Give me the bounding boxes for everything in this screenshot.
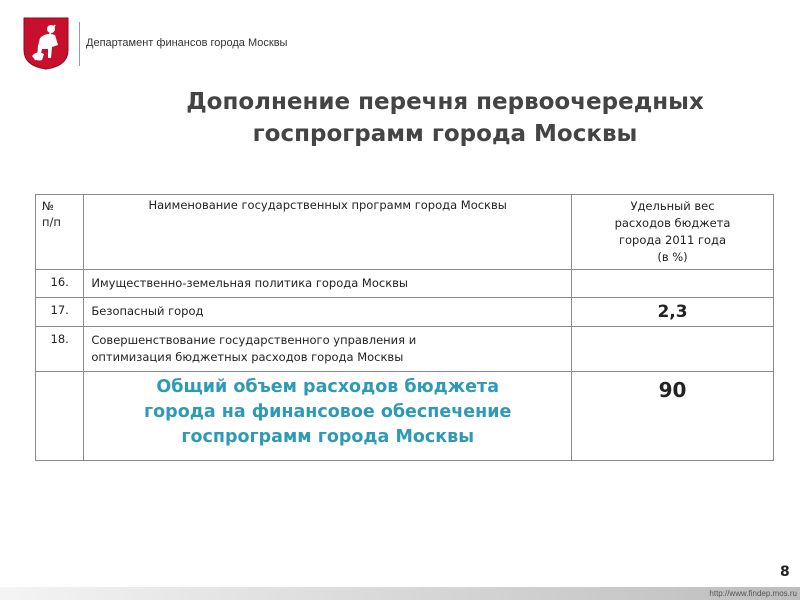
total-label-line: госпрограмм города Москвы <box>181 427 475 447</box>
row-number: 16. <box>36 270 84 298</box>
row-share-value <box>572 270 774 298</box>
total-value: 90 <box>572 372 774 461</box>
programs-table <box>35 194 774 461</box>
footer-url-link[interactable]: http://www.findep.mos.ru <box>709 589 797 598</box>
program-name-line: Безопасный город <box>91 304 204 318</box>
row-program-name <box>84 327 572 372</box>
header-share-line: расходов бюджета <box>614 216 731 230</box>
header-divider <box>79 22 80 66</box>
table-row <box>36 270 774 298</box>
department-name: Департамент финансов города Москвы <box>86 37 288 49</box>
table-header-row <box>36 195 774 270</box>
program-name-line: Совершенствование государственного управления и <box>91 333 417 347</box>
total-number-cell <box>36 372 84 461</box>
header-number-label: п/п <box>42 215 61 229</box>
total-label-line: Общий объем расходов бюджета <box>156 377 500 397</box>
row-program-name <box>84 298 572 327</box>
table-total-row <box>36 372 774 461</box>
total-label-line: города на финансовое обеспечение <box>144 402 512 422</box>
page-title <box>100 86 790 150</box>
page-title-line: Дополнение перечня первоочередных <box>186 89 704 115</box>
header-number <box>36 195 84 270</box>
row-share-value <box>572 327 774 372</box>
header-program-name: Наименование государственных программ города Москвы <box>84 195 572 270</box>
page-number: 8 <box>780 564 790 580</box>
page-title-line: госпрограмм города Москвы <box>252 121 638 147</box>
row-program-name <box>84 270 572 298</box>
program-name-line: Имущественно-земельная политика города Москвы <box>91 276 409 290</box>
table-row <box>36 327 774 372</box>
header-share-line: города 2011 года <box>618 233 727 247</box>
footer-bar <box>0 587 800 600</box>
header-budget-share <box>572 195 774 270</box>
row-number: 17. <box>36 298 84 327</box>
moscow-coat-of-arms-icon <box>22 16 70 70</box>
row-share-value: 2,3 <box>572 298 774 327</box>
table-row <box>36 298 774 327</box>
header-share-line: (в %) <box>657 250 688 264</box>
row-number: 18. <box>36 327 84 372</box>
header-number-symbol: № <box>42 199 54 213</box>
total-label <box>84 372 572 461</box>
header-share-line: Удельный вес <box>630 199 715 213</box>
program-name-line: оптимизация бюджетных расходов города Москвы <box>91 350 404 364</box>
